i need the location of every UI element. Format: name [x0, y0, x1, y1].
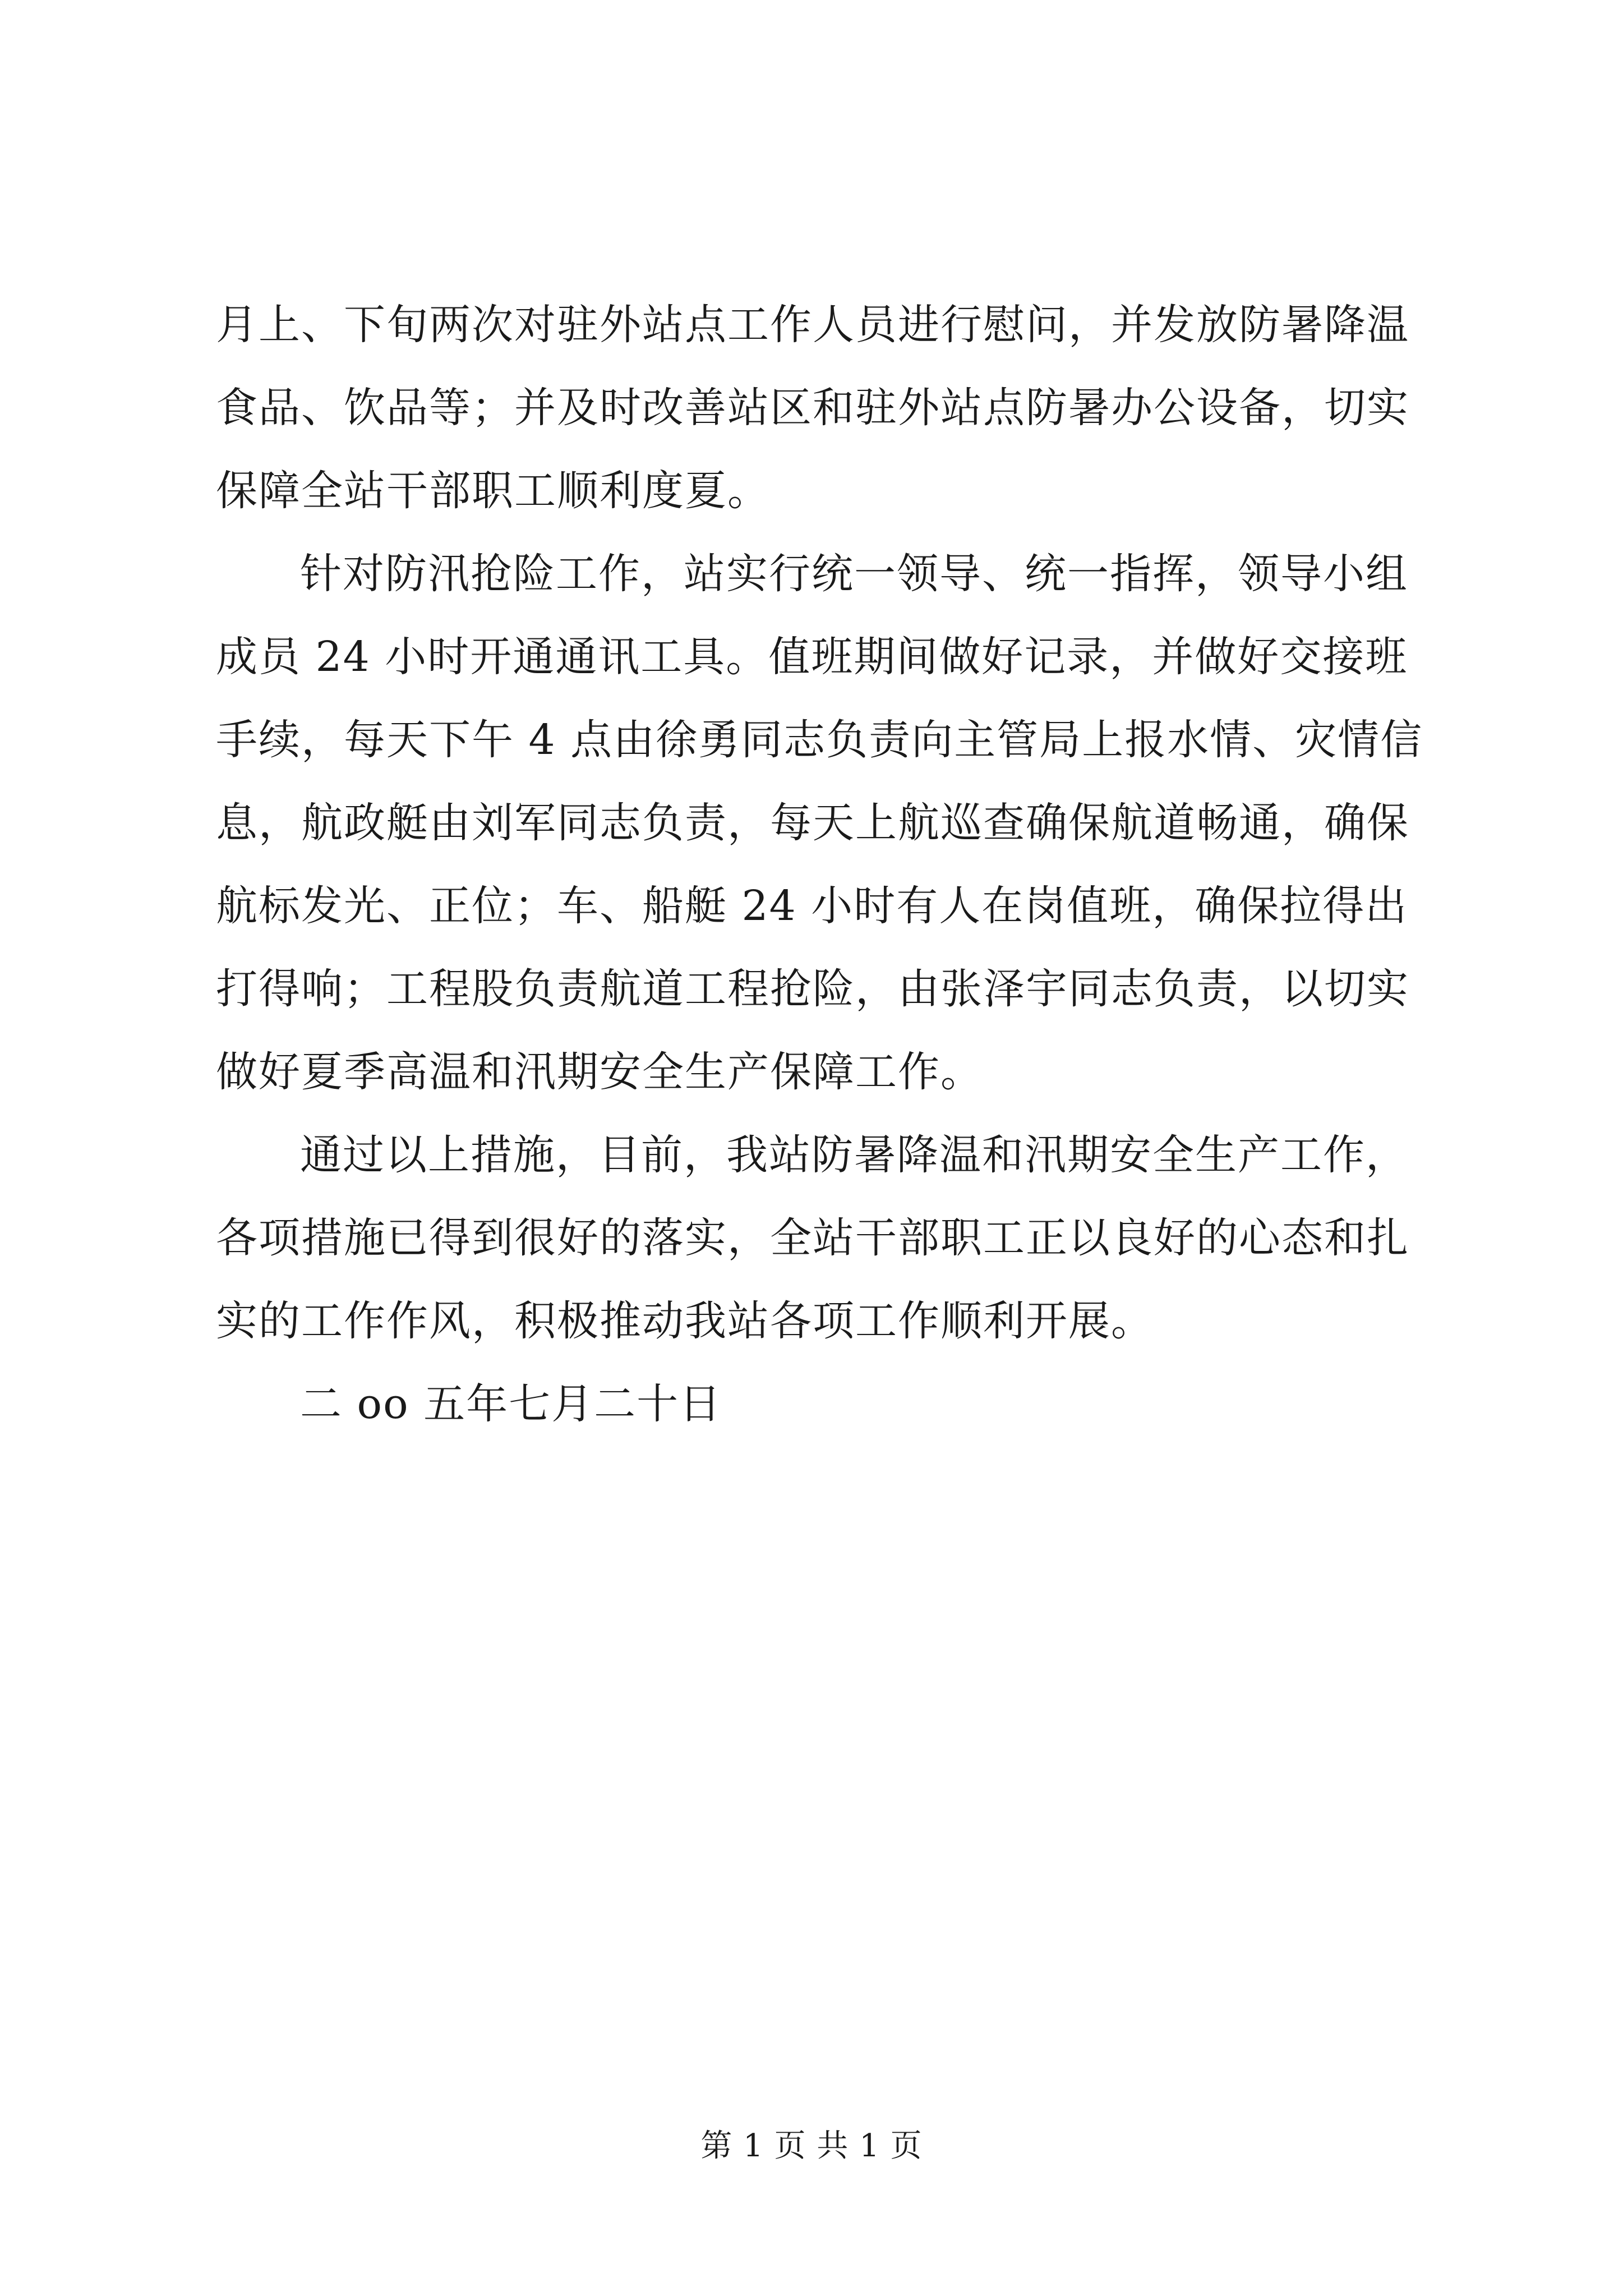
paragraph-1 — [216, 283, 1413, 532]
text-line: 打得响；工程股负责航道工程抢险，由张泽宇同志负责，以切实 — [216, 965, 1409, 1013]
text-line: 二 oo 五年七月二十日 — [300, 1380, 722, 1428]
text-line: 息，航政艇由刘军同志负责，每天上航巡查确保航道畅通，确保 — [216, 799, 1409, 847]
date-line — [216, 1363, 1413, 1446]
text-line: 做好夏季高温和汛期安全生产保障工作。 — [216, 1048, 983, 1096]
document-body — [216, 283, 1423, 1446]
text-line: 成员 24 小时开通通讯工具。值班期间做好记录，并做好交接班 — [216, 633, 1408, 681]
text-line: 针对防汛抢险工作，站实行统一领导、统一指挥，领导小组 — [300, 550, 1408, 598]
text-line: 通过以上措施，目前，我站防暑降温和汛期安全生产工作， — [300, 1131, 1408, 1179]
text-line: 手续，每天下午 4 点由徐勇同志负责向主管局上报水情、灾情信 — [216, 716, 1423, 764]
page-footer: 第 1 页 共 1 页 — [700, 2128, 923, 2164]
paragraph-3 — [216, 1114, 1413, 1363]
text-line: 月上、下旬两次对驻外站点工作人员进行慰问，并发放防暑降温 — [216, 301, 1409, 349]
text-line: 实的工作作风，积极推动我站各项工作顺利开展。 — [216, 1297, 1154, 1345]
text-line: 食品、饮品等；并及时改善站区和驻外站点防暑办公设备，切实 — [216, 384, 1409, 432]
text-line: 各项措施已得到很好的落实，全站干部职工正以良好的心态和扎 — [216, 1214, 1409, 1262]
text-line: 保障全站干部职工顺利度夏。 — [216, 467, 770, 515]
paragraph-2 — [216, 532, 1423, 1114]
text-line: 航标发光、正位；车、船艇 24 小时有人在岗值班，确保拉得出 — [216, 882, 1408, 930]
